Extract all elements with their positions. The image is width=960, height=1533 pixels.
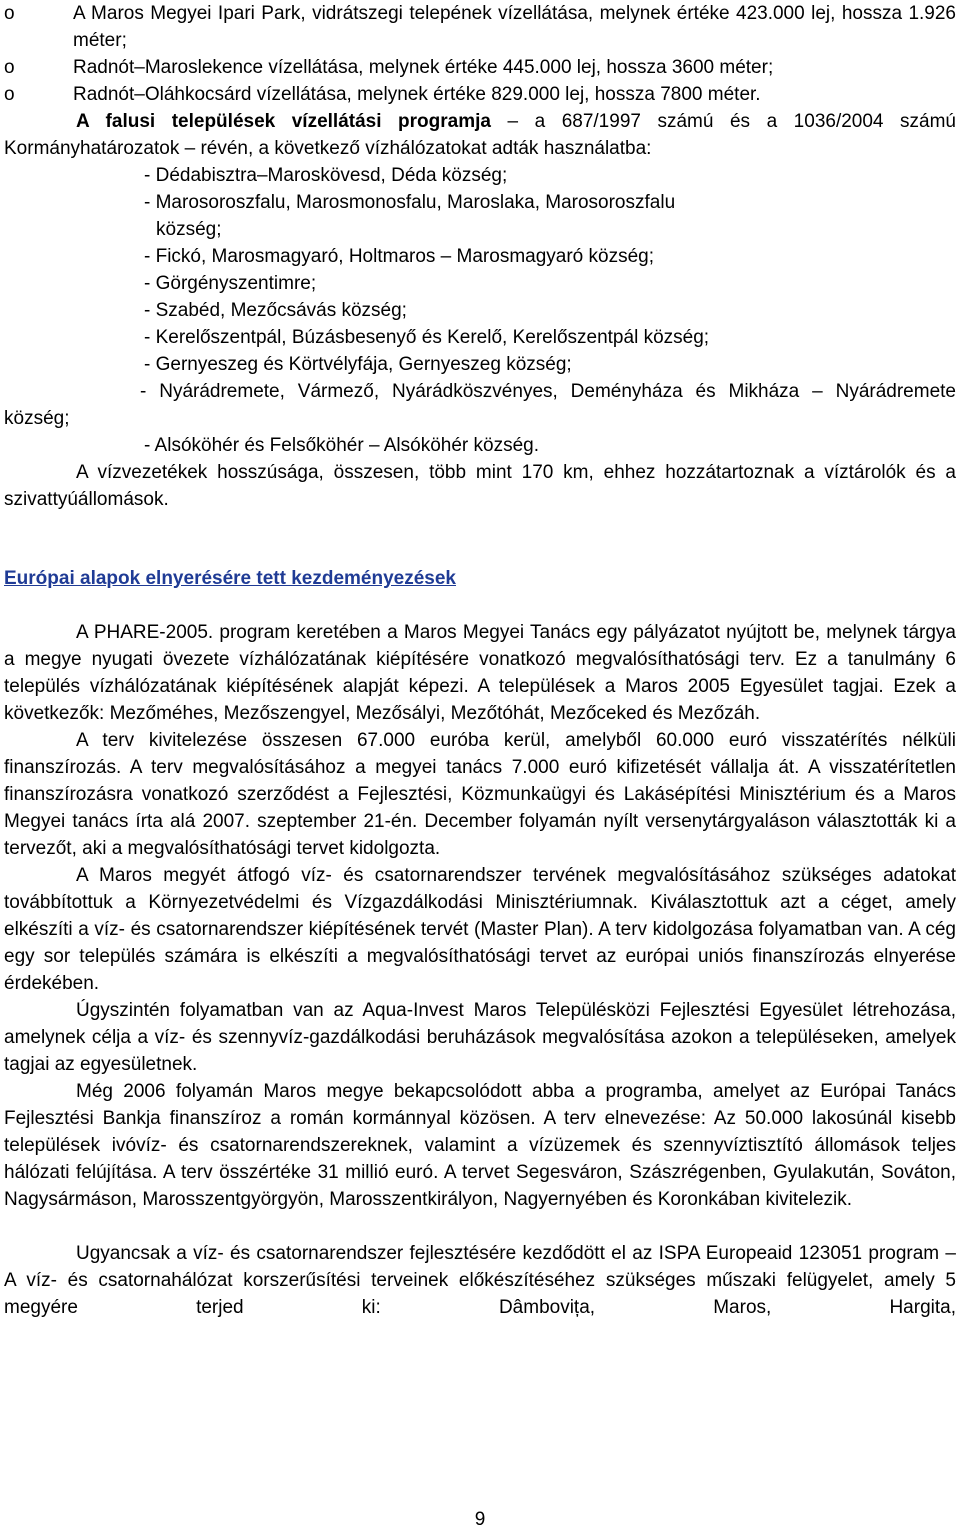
water-program-block [0,108,960,513]
bullet-list [0,0,960,108]
program-item: - Kerelőszentpál, Búzásbesenyő és Kerelő, Kerelőszentpál község; [144,327,710,348]
bullet-text: Radnót–Maroslekence vízellátása, melynek értéke 445.000 lej, hossza 3600 méter; [73,57,774,78]
bullet-marker: o [4,3,15,24]
program-intro-paragraph [4,108,956,162]
program-item: - Szabéd, Mezőcsávás község; [144,300,407,321]
bullet-item [0,81,960,108]
program-item: - Gernyeszeg és Körtvélyfája, Gernyeszeg község; [144,354,572,375]
program-item: - Görgényszentimre; [144,273,317,294]
program-intro-text: – a 687/1997 számú és a 1036/2004 számú Kormányhatározatok – révén, a következő vízhálózatokat adták használatba: [4,111,956,159]
program-item-continuation: község; [156,219,222,240]
section-paragraph: Még 2006 folyamán Maros megye bekapcsolódott abba a programba, amelyet az Európai Tanács Fejlesztési Bankja finanszíroz a román kormánnyal közösen. A terv elnevezése: Az 50.000 lakosúnál kisebb települések ivóvíz- és csatornarendszereknek, valamint a vízüzemek és szennyvíztisztító állomások teljes hálózati felújítása. A terv összértéke 31 millió euró. A tervet Segesváron, Szászrégenben, Gyulakután, Sováton, Nagysármáson, Marosszentgyörgyön, Marosszentkirályon, Nagyernyében és Koronkában kivitelezik. [4,1081,956,1210]
bullet-text: A Maros Megyei Ipari Park, vidrátszegi telepének vízellátása, melynek értéke 423.000 lej, hossza 1.926 méter; [73,3,956,51]
section-body [4,619,956,1321]
bullet-marker: o [4,57,15,78]
program-item: - Marosoroszfalu, Marosmonosfalu, Maroslaka, Marosoroszfalu [144,192,676,213]
page-number: 9 [474,1509,486,1530]
bullet-item [0,54,960,81]
program-item: - Alsóköhér és Felsőköhér – Alsóköhér község. [144,435,539,456]
program-title: A falusi települések vízellátási programja [76,111,491,132]
bullet-marker: o [4,84,15,105]
program-item: - Dédabisztra–Maroskövesd, Déda község; [144,165,508,186]
eu-funds-section [0,565,960,1321]
section-heading: Európai alapok elnyerésére tett kezdeményezések [4,568,457,589]
program-item-long: - Nyárádremete, Vármező, Nyárádköszvényes, Deményháza és Mikháza – Nyárádremete község; [4,381,956,429]
program-summary: A vízvezetékek hosszúsága, összesen, több mint 170 km, ehhez hozzátartoznak a víztárolók és a szivattyúállomások. [4,462,956,510]
section-paragraph: A terv kivitelezése összesen 67.000 euróba kerül, amelyből 60.000 euró visszatérítés nélküli finanszírozás. A terv megvalósításához a megyei tanács 7.000 euró kifizetését vállalja át. A visszatérítetlen finanszírozásra vonatkozó szerződést a Fejlesztési, Közmunkaügyi és Lakásépítési Minisztérium és a Maros Megyei tanács írta alá 2007. szeptember 21-én. December folyamán nyílt versenytárgyaláson választották ki a tervezőt, aki a megvalósíthatósági tervet kidolgozta. [4,730,956,859]
section-paragraph-last: Ugyancsak a víz- és csatornarendszer fejlesztésére kezdődött el az ISPA Europeaid 123051 program – A víz- és csatornahálózat korszerűsítési terveinek előkészítéséhez szükséges műszaki felügyelet, amely 5 megyére terjed ki: Dâmbovița, Maros, Hargita, [4,1243,956,1318]
section-paragraph: A PHARE-2005. program keretében a Maros Megyei Tanács egy pályázatot nyújtott be, melynek tárgya a megye nyugati övezete vízhálózatának kiépítésére vonatkozó megvalósíthatósági terv. Ez a tanulmány 6 település vízhálózatának kiépítésének alapját képezi. A települések a Maros 2005 Egyesület tagjai. Ezek a következők: Mezőméhes, Mezőszengyel, Mezősályi, Mezőtóhát, Mezőceked és Mezőzáh. [4,622,956,724]
bullet-text: Radnót–Oláhkocsárd vízellátása, melynek értéke 829.000 lej, hossza 7800 méter. [73,84,761,105]
section-paragraph: A Maros megyét átfogó víz- és csatornarendszer tervének megvalósításához szükséges adatokat továbbítottuk a Környezetvédelmi és Vízgazdálkodási Minisztériumnak. Kiválasztottuk azt a céget, amely elkészíti a víz- és csatornarendszer kiépítésének tervét (Master Plan). A terv kidolgozása folyamatban van. A cég egy sor település számára is elkészíti a megvalósíthatósági tervet az európai uniós finanszírozás elnyerése érdekében. [4,865,956,994]
program-item: - Fickó, Marosmagyaró, Holtmaros – Marosmagyaró község; [144,246,654,267]
section-paragraph: Úgyszintén folyamatban van az Aqua-Invest Maros Településközi Fejlesztési Egyesület létrehozása, amelynek célja a víz- és szennyvíz-gazdálkodási beruházások megvalósítása azokon a településeken, amelyek tagjai az egyesületnek. [4,1000,956,1075]
bullet-item [0,0,960,54]
